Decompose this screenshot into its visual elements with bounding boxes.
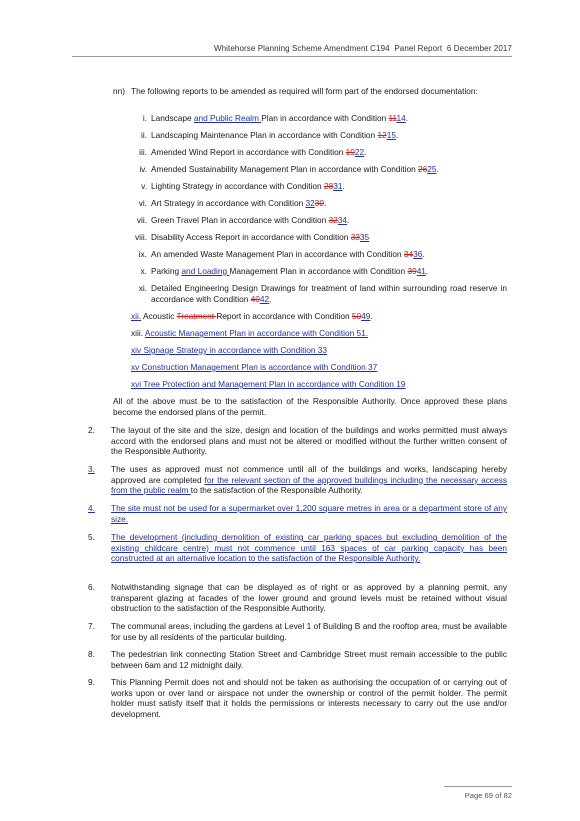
sub-item-text: Lighting Strategy in accordance with Condition 2831. xyxy=(151,181,345,191)
sub-item-text: Parking and Loading Management Plan in accordance with Condition 3941. xyxy=(151,266,429,276)
sub-item-text: Amended Sustainability Management Plan in accordance with Condition 2625. xyxy=(151,164,439,174)
sub-item-num: vii. xyxy=(136,215,147,225)
condition-number: 3. xyxy=(88,464,95,474)
condition-number: 2. xyxy=(88,425,95,435)
header-rule xyxy=(72,56,512,57)
condition-number: 7. xyxy=(88,621,95,631)
condition-text: The site must not be used for a supermarket over 1,200 square metres in area or a department store of any size. xyxy=(111,503,507,524)
sub-item-num: iv. xyxy=(139,164,147,174)
condition-text: The development (including demolition of existing car parking spaces but excluding demolition of the existing childcare centre) must not commence until 163 spaces of car parking capacity has been constructed at an alternative location to the satisfaction of the Responsible Authority. xyxy=(111,532,507,564)
footer-rule xyxy=(444,786,512,787)
sub-item-text: Detailed Engineering Design Drawings for treatment of land within surrounding road reserve in accordance with Condition 4042. xyxy=(151,283,507,304)
sub-item-text: Green Travel Plan in accordance with Condition 3234. xyxy=(151,215,350,225)
condition-number: 5. xyxy=(88,532,95,542)
sub-item-num: i. xyxy=(142,113,147,123)
page-number: Page 69 of 82 xyxy=(464,791,512,800)
sub-item-text: Landscape and Public Realm Plan in accordance with Condition 1114. xyxy=(151,113,409,123)
condition-text: The uses as approved must not commence until all of the buildings and works, landscaping hereby approved are completed for the relevant section of the approved buildings including the necessary access from the public realm to the satisfaction of the Responsible Authority. xyxy=(111,464,507,496)
condition-nn-label: nn) xyxy=(113,86,125,96)
sub-item-num: xi. xyxy=(138,283,147,293)
condition-number: 8. xyxy=(88,649,95,659)
sub-item-text: Landscaping Maintenance Plan in accordance with Condition 1215. xyxy=(151,130,399,140)
sub-item-num: x. xyxy=(140,266,147,276)
sub-item-text: xiv Signage Strategy in accordance with Condition 33 xyxy=(131,345,328,355)
sub-item-text: xv Construction Management Plan is accordance with Condition 37 xyxy=(131,362,378,372)
condition-nn-intro: The following reports to be amended as required will form part of the endorsed documentation: xyxy=(131,86,478,96)
condition-text: This Planning Permit does not and should not be taken as authorising the occupation of or carrying out of works upon or over land or airspace not under the ownership or control of the permit holder. The permit holder must satisfy itself that it holds the permissions or interests necessary to carry out the use and/or development. xyxy=(111,677,507,719)
sub-item-num: vi. xyxy=(138,198,147,208)
condition-text: Notwithstanding signage that can be displayed as of right or as approved by a planning permit, any transparent glazing at facades of the lower ground and ground levels must be retained without visual obstruction to the satisfaction of the Responsible Authority. xyxy=(111,582,507,614)
sub-item-text: An amended Waste Management Plan in accordance with Condition 3436. xyxy=(151,249,425,259)
condition-text: The pedestrian link connecting Station Street and Cambridge Street must remain accessible to the public between 6am and 12 midnight daily. xyxy=(111,649,507,670)
condition-text: The communal areas, including the gardens at Level 1 of Building B and the rooftop area, must be available for use by all residents of the particular building. xyxy=(111,621,507,642)
condition-nn-closing: All of the above must be to the satisfaction of the Responsible Authority. Once approved these plans become the endorsed plans of the permit. xyxy=(113,396,507,417)
sub-item-text: xvi Tree Protection and Management Plan in accordance with Condition 19 xyxy=(131,379,406,389)
sub-item-num: viii. xyxy=(135,232,147,242)
page-header: Whitehorse Planning Scheme Amendment C194 Panel Report 6 December 2017 xyxy=(213,44,512,53)
sub-item-num: ii. xyxy=(141,130,147,140)
sub-item-num: ix. xyxy=(138,249,147,259)
condition-text: The layout of the site and the size, design and location of the buildings and works permitted must always accord with the endorsed plans and must not be altered or modified without the further written consent of the Responsible Authority. xyxy=(111,425,507,457)
condition-number: 9. xyxy=(88,677,95,687)
condition-number: 4. xyxy=(88,503,95,513)
sub-item-text: xiii. Acoustic Management Plan in accordance with Condition 51. xyxy=(131,328,369,338)
sub-item-num: iii. xyxy=(139,147,147,157)
sub-item-text: Disability Access Report in accordance with Condition 3335 xyxy=(151,232,370,242)
sub-item-text: xii. Acoustic Treatment Report in accordance with Condition 5049. xyxy=(131,311,373,321)
sub-item-text: Amended Wind Report in accordance with Condition 1922. xyxy=(151,147,367,157)
sub-item-text: Art Strategy in accordance with Condition 3230. xyxy=(151,198,327,208)
condition-number: 6. xyxy=(88,582,95,592)
sub-item-num: v. xyxy=(141,181,147,191)
